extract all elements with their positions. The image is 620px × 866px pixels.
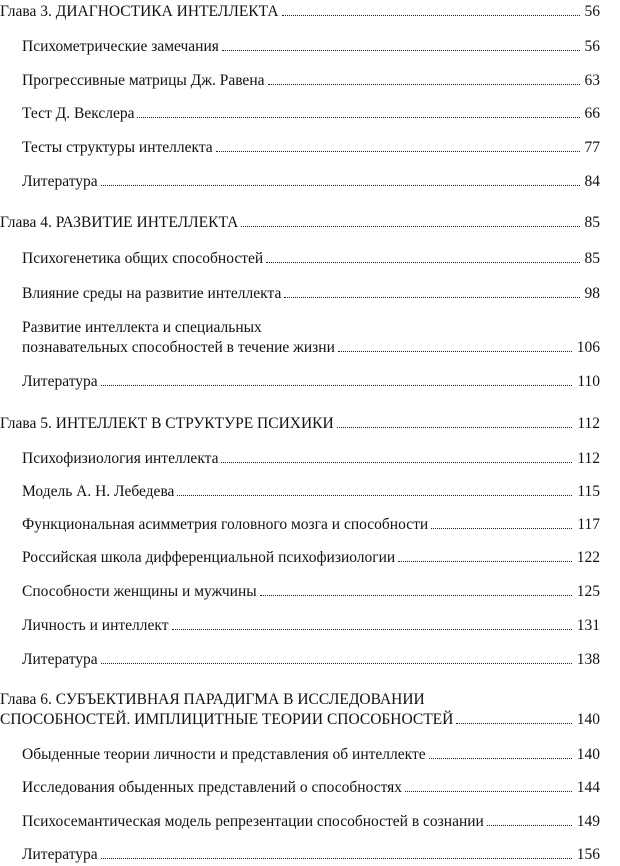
dot-leader	[456, 723, 571, 724]
page-number: 85	[584, 250, 600, 267]
entry-title-line1: Развитие интеллекта и специальных	[22, 319, 262, 336]
entry-title: Литература	[22, 173, 98, 190]
entry-title: познавательных способностей в течение жизни	[22, 339, 335, 356]
entry-title: Психофизиология интеллекта	[22, 450, 219, 467]
entry-title: Прогрессивные матрицы Дж. Равена	[22, 72, 265, 89]
entry-title: Психосемантическая модель репрезентации способностей в сознании	[22, 813, 484, 830]
dot-leader	[101, 185, 580, 186]
dot-leader	[284, 297, 579, 298]
page-number: 125	[576, 583, 600, 600]
entry-title: Обыденные теории личности и представления об интеллекте	[22, 746, 426, 763]
page-number: 112	[577, 450, 600, 467]
page-number: 131	[576, 617, 600, 634]
toc-entry	[22, 449, 600, 469]
toc-entry	[22, 138, 600, 158]
dot-leader	[338, 351, 572, 352]
dot-leader	[429, 758, 572, 759]
page-number: 122	[576, 549, 600, 566]
entry-title: Психогенетика общих способностей	[22, 250, 264, 267]
toc-entry	[22, 616, 600, 636]
dot-leader	[177, 495, 572, 496]
toc-entry	[22, 318, 600, 358]
page-number: 85	[584, 214, 600, 231]
entry-title: Психометрические замечания	[22, 38, 219, 55]
entry-title: Тесты структуры интеллекта	[22, 139, 213, 156]
page-number: 84	[584, 173, 600, 190]
dot-leader	[241, 226, 579, 227]
toc-entry	[22, 548, 600, 568]
entry-title: Способности женщины и мужчины	[22, 583, 257, 600]
chapter-title-line1: Глава 6. СУБЪЕКТИВНАЯ ПАРАДИГМА В ИССЛЕДОВАНИИ	[0, 691, 425, 708]
entry-title: Функциональная асимметрия головного мозга и способности	[22, 516, 429, 533]
toc-entry	[22, 745, 600, 765]
toc-entry	[22, 104, 600, 124]
entry-title: Влияние среды на развитие интеллекта	[22, 285, 282, 302]
page-number: 149	[576, 813, 600, 830]
dot-leader	[282, 15, 580, 16]
page-number: 110	[577, 373, 600, 390]
page-number: 138	[576, 651, 600, 668]
page-number: 77	[584, 139, 600, 156]
chapter-title: Глава 3. ДИАГНОСТИКА ИНТЕЛЛЕКТА	[0, 3, 279, 20]
chapter-3-entry	[0, 2, 600, 22]
page-number: 98	[584, 285, 600, 302]
page-number: 144	[576, 779, 600, 796]
toc-entry	[22, 249, 600, 269]
entry-title: Модель А. Н. Лебедева	[22, 483, 175, 500]
page-number: 56	[584, 3, 600, 20]
page-number: 63	[584, 72, 600, 89]
entry-title: Литература	[22, 846, 98, 863]
chapter-4-entry	[0, 213, 600, 233]
entry-title: Тест Д. Векслера	[22, 105, 135, 122]
dot-leader	[221, 462, 572, 463]
toc-entry	[22, 284, 600, 304]
dot-leader	[268, 84, 580, 85]
page-number: 117	[577, 516, 600, 533]
entry-title: Российская школа дифференциальной психофизиологии	[22, 549, 396, 566]
page-number: 156	[576, 846, 600, 863]
dot-leader	[337, 427, 573, 428]
dot-leader	[172, 629, 572, 630]
page-number: 66	[584, 105, 600, 122]
page-number: 56	[584, 38, 600, 55]
chapter-title: Глава 5. ИНТЕЛЛЕКТ В СТРУКТУРЕ ПСИХИКИ	[0, 415, 334, 432]
dot-leader	[487, 825, 572, 826]
toc-entry	[22, 582, 600, 602]
dot-leader	[431, 528, 572, 529]
toc-entry	[22, 71, 600, 91]
dot-leader	[137, 117, 579, 118]
dot-leader	[101, 663, 572, 664]
toc-entry	[22, 812, 600, 832]
dot-leader	[216, 151, 580, 152]
dot-leader	[405, 791, 572, 792]
entry-title: Исследования обыденных представлений о способностях	[22, 779, 403, 796]
toc-entry	[22, 372, 600, 392]
dot-leader	[260, 595, 572, 596]
dot-leader	[266, 262, 579, 263]
entry-title: Личность и интеллект	[22, 617, 169, 634]
dot-leader	[101, 385, 573, 386]
toc-entry	[22, 845, 600, 865]
chapter-title: СПОСОБНОСТЕЙ. ИМПЛИЦИТНЫЕ ТЕОРИИ СПОСОБНОСТЕЙ	[0, 711, 454, 728]
chapter-5-entry	[0, 414, 600, 434]
toc-entry	[22, 482, 600, 502]
dot-leader	[101, 858, 572, 859]
page-number: 140	[576, 711, 600, 728]
toc-entry	[22, 172, 600, 192]
chapter-title: Глава 4. РАЗВИТИЕ ИНТЕЛЛЕКТА	[0, 214, 239, 231]
toc-entry	[22, 37, 600, 57]
entry-title: Литература	[22, 651, 98, 668]
toc-entry	[22, 515, 600, 535]
entry-title: Литература	[22, 373, 98, 390]
chapter-6-entry	[0, 690, 600, 730]
toc-entry	[22, 650, 600, 670]
page-number: 115	[577, 483, 600, 500]
page-number: 140	[576, 746, 600, 763]
dot-leader	[222, 50, 580, 51]
page-number: 112	[577, 415, 600, 432]
page-number: 106	[576, 339, 600, 356]
dot-leader	[398, 561, 572, 562]
toc-entry	[22, 778, 600, 798]
